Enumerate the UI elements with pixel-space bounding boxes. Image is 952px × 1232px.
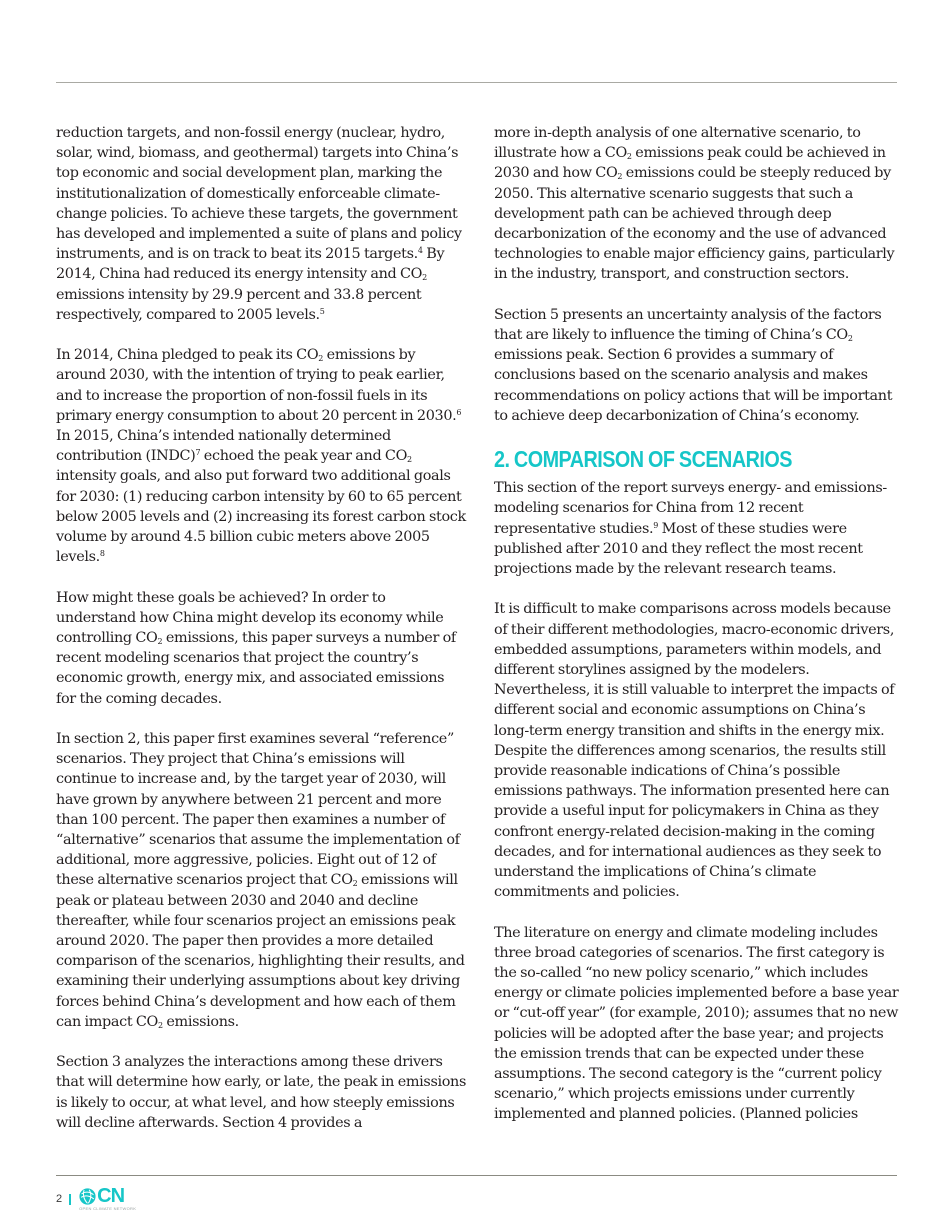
page-footer bbox=[56, 1186, 136, 1212]
left-column bbox=[56, 123, 466, 1133]
subscript: 2 bbox=[158, 1020, 163, 1030]
footnote-marker: 9 bbox=[653, 520, 658, 530]
footnote-marker: 5 bbox=[319, 306, 325, 316]
subscript: 2 bbox=[626, 152, 632, 162]
footnote-marker: 6 bbox=[456, 407, 462, 417]
paragraph: reduction targets, and non-fossil energy (nuclear, hydro, solar, wind, biomass, and geothermal) targets into China’s top economic and social development plan, marking the institutionalization of domestically enforceable climate-change policies. To achieve these targets, the government has developed and implemented a suite of plans and policy instruments, and is on track to beat its 2015 targets.$^4$ By 2014, China had reduced its energy intensity and $CO_2$ emissions intensity by 29.9 percent and 33.8 percent respectively, compared to 2005 levels.$^5$ bbox=[56, 125, 462, 323]
subscript: 2 bbox=[617, 172, 623, 182]
paragraph: Section 3 analyzes the interactions among these drivers that will determine how early, or late, the peak in emissions is likely to occur, at what level, and how steeply emissions will decline afterwards. Section 4 provides a bbox=[56, 1054, 467, 1131]
paragraph: more in-depth analysis of one alternative scenario, to illustrate how a $CO_2$ emissions peak could be achieved in 2030 and how $CO_2$ emissions could be steeply reduced by 2050. This alternative scenario suggests that such a development path can be achieved through deep decarbonization of the economy and the use of advanced technologies to enable major efficiency gains, particularly in the industry, transport, and construction sectors. bbox=[494, 125, 895, 283]
logo-text: CN bbox=[97, 1185, 125, 1207]
footnote-marker: 4 bbox=[417, 246, 423, 256]
ocn-logo bbox=[79, 1187, 136, 1211]
section-heading: 2. COMPARISON OF SCENARIOS bbox=[494, 446, 792, 473]
globe-icon bbox=[79, 1188, 96, 1205]
subscript: 2 bbox=[407, 455, 412, 465]
paragraph: How might these goals be achieved? In order to understand how China might develop its economy while controlling $CO_2$ emissions, this paper surveys a number of recent modeling scenarios that project the country’s economic growth, energy mix, and associated emissions for the coming decades. bbox=[56, 589, 456, 707]
subscript: 2 bbox=[352, 879, 358, 889]
subscript: 2 bbox=[422, 273, 427, 283]
paragraph: The literature on energy and climate modeling includes three broad categories of scenarios. The first category is the so-called “no new policy scenario,” which includes energy or climate policies implemented before a base year or “cut-off year” (for example, 2010); assumes that no new policies will be adopted after the base year; and projects the emission trends that can be expected under these assumptions. The second category is the “current policy scenario,” which projects emissions under currently implemented and planned policies. (Planned policies bbox=[494, 924, 899, 1123]
logo-subtitle: OPEN CLIMATE NETWORK bbox=[79, 1206, 137, 1211]
page-separator bbox=[69, 1194, 71, 1205]
footer-divider bbox=[56, 1175, 897, 1176]
paragraph: In section 2, this paper first examines several “reference” scenarios. They project that China’s emissions will continue to increase and, by the target year of 2030, will have grown by anywhere between 21 percent and more than 100 percent. The paper then examines a number of “alternative” scenarios that assume the implementation of additional, more aggressive, policies. Eight out of 12 of these alternative scenarios project that $CO_2$ emissions will peak or plateau between 2030 and 2040 and decline thereafter, while four scenarios project an emissions peak around 2020. The paper then provides a more detailed comparison of the scenarios, highlighting their results, and examining their underlying assumptions about key driving forces behind China’s development and how each of them can impact $CO_2$ emissions. bbox=[56, 731, 465, 1030]
subscript: 2 bbox=[847, 334, 853, 344]
subscript: 2 bbox=[318, 354, 324, 364]
footnote-marker: 8 bbox=[99, 549, 105, 559]
logo-mark bbox=[79, 1187, 124, 1205]
right-column bbox=[494, 123, 899, 1125]
page-number: 2 bbox=[56, 1193, 63, 1205]
paragraph: In 2014, China pledged to peak its $CO_2$ emissions by around 2030, with the intention of trying to peak earlier, and to increase the proportion of non-fossil fuels in its primary energy consumption to about 20 percent in 2030.$^6$ In 2015, China’s intended nationally determined contribution (INDC)$^7$ echoed the peak year and $CO_2$ intensity goals, and also put forward two additional goals for 2030: (1) reducing carbon intensity by 60 to 65 percent below 2005 levels and (2) increasing its forest carbon stock volume by around 4.5 billion cubic meters above 2005 levels.$^8$ bbox=[56, 347, 466, 566]
paragraph: Section 5 presents an uncertainty analysis of the factors that are likely to influence the timing of China’s $CO_2$ emissions peak. Section 6 provides a summary of conclusions based on the scenario analysis and makes recommendations on policy actions that will be important to achieve deep decarbonization of China’s economy. bbox=[494, 306, 893, 424]
paragraph: It is difficult to make comparisons across models because of their different methodologies, macro-economic drivers, embedded assumptions, parameters within models, and different storylines assigned by the modelers. Nevertheless, it is still valuable to interpret the impacts of different social and economic assumptions on China’s long-term energy transition and shifts in the energy mix. Despite the differences among scenarios, the results still provide reasonable indications of China’s possible emissions pathways. The information presented here can provide a useful input for policymakers in China as they confront energy-related decision-making in the coming decades, and for international audiences as they seek to understand the implications of China’s climate commitments and policies. bbox=[494, 601, 895, 901]
footnote-marker: 7 bbox=[195, 448, 201, 458]
subscript: 2 bbox=[157, 637, 163, 647]
paragraph: This section of the report surveys energy- and emissions-modeling scenarios for China from 12 recent representative studies.$^9$ Most of these studies were published after 2010 and they reflect the most recent projections made by the relevant research teams. bbox=[494, 480, 887, 578]
header-divider bbox=[56, 82, 897, 83]
